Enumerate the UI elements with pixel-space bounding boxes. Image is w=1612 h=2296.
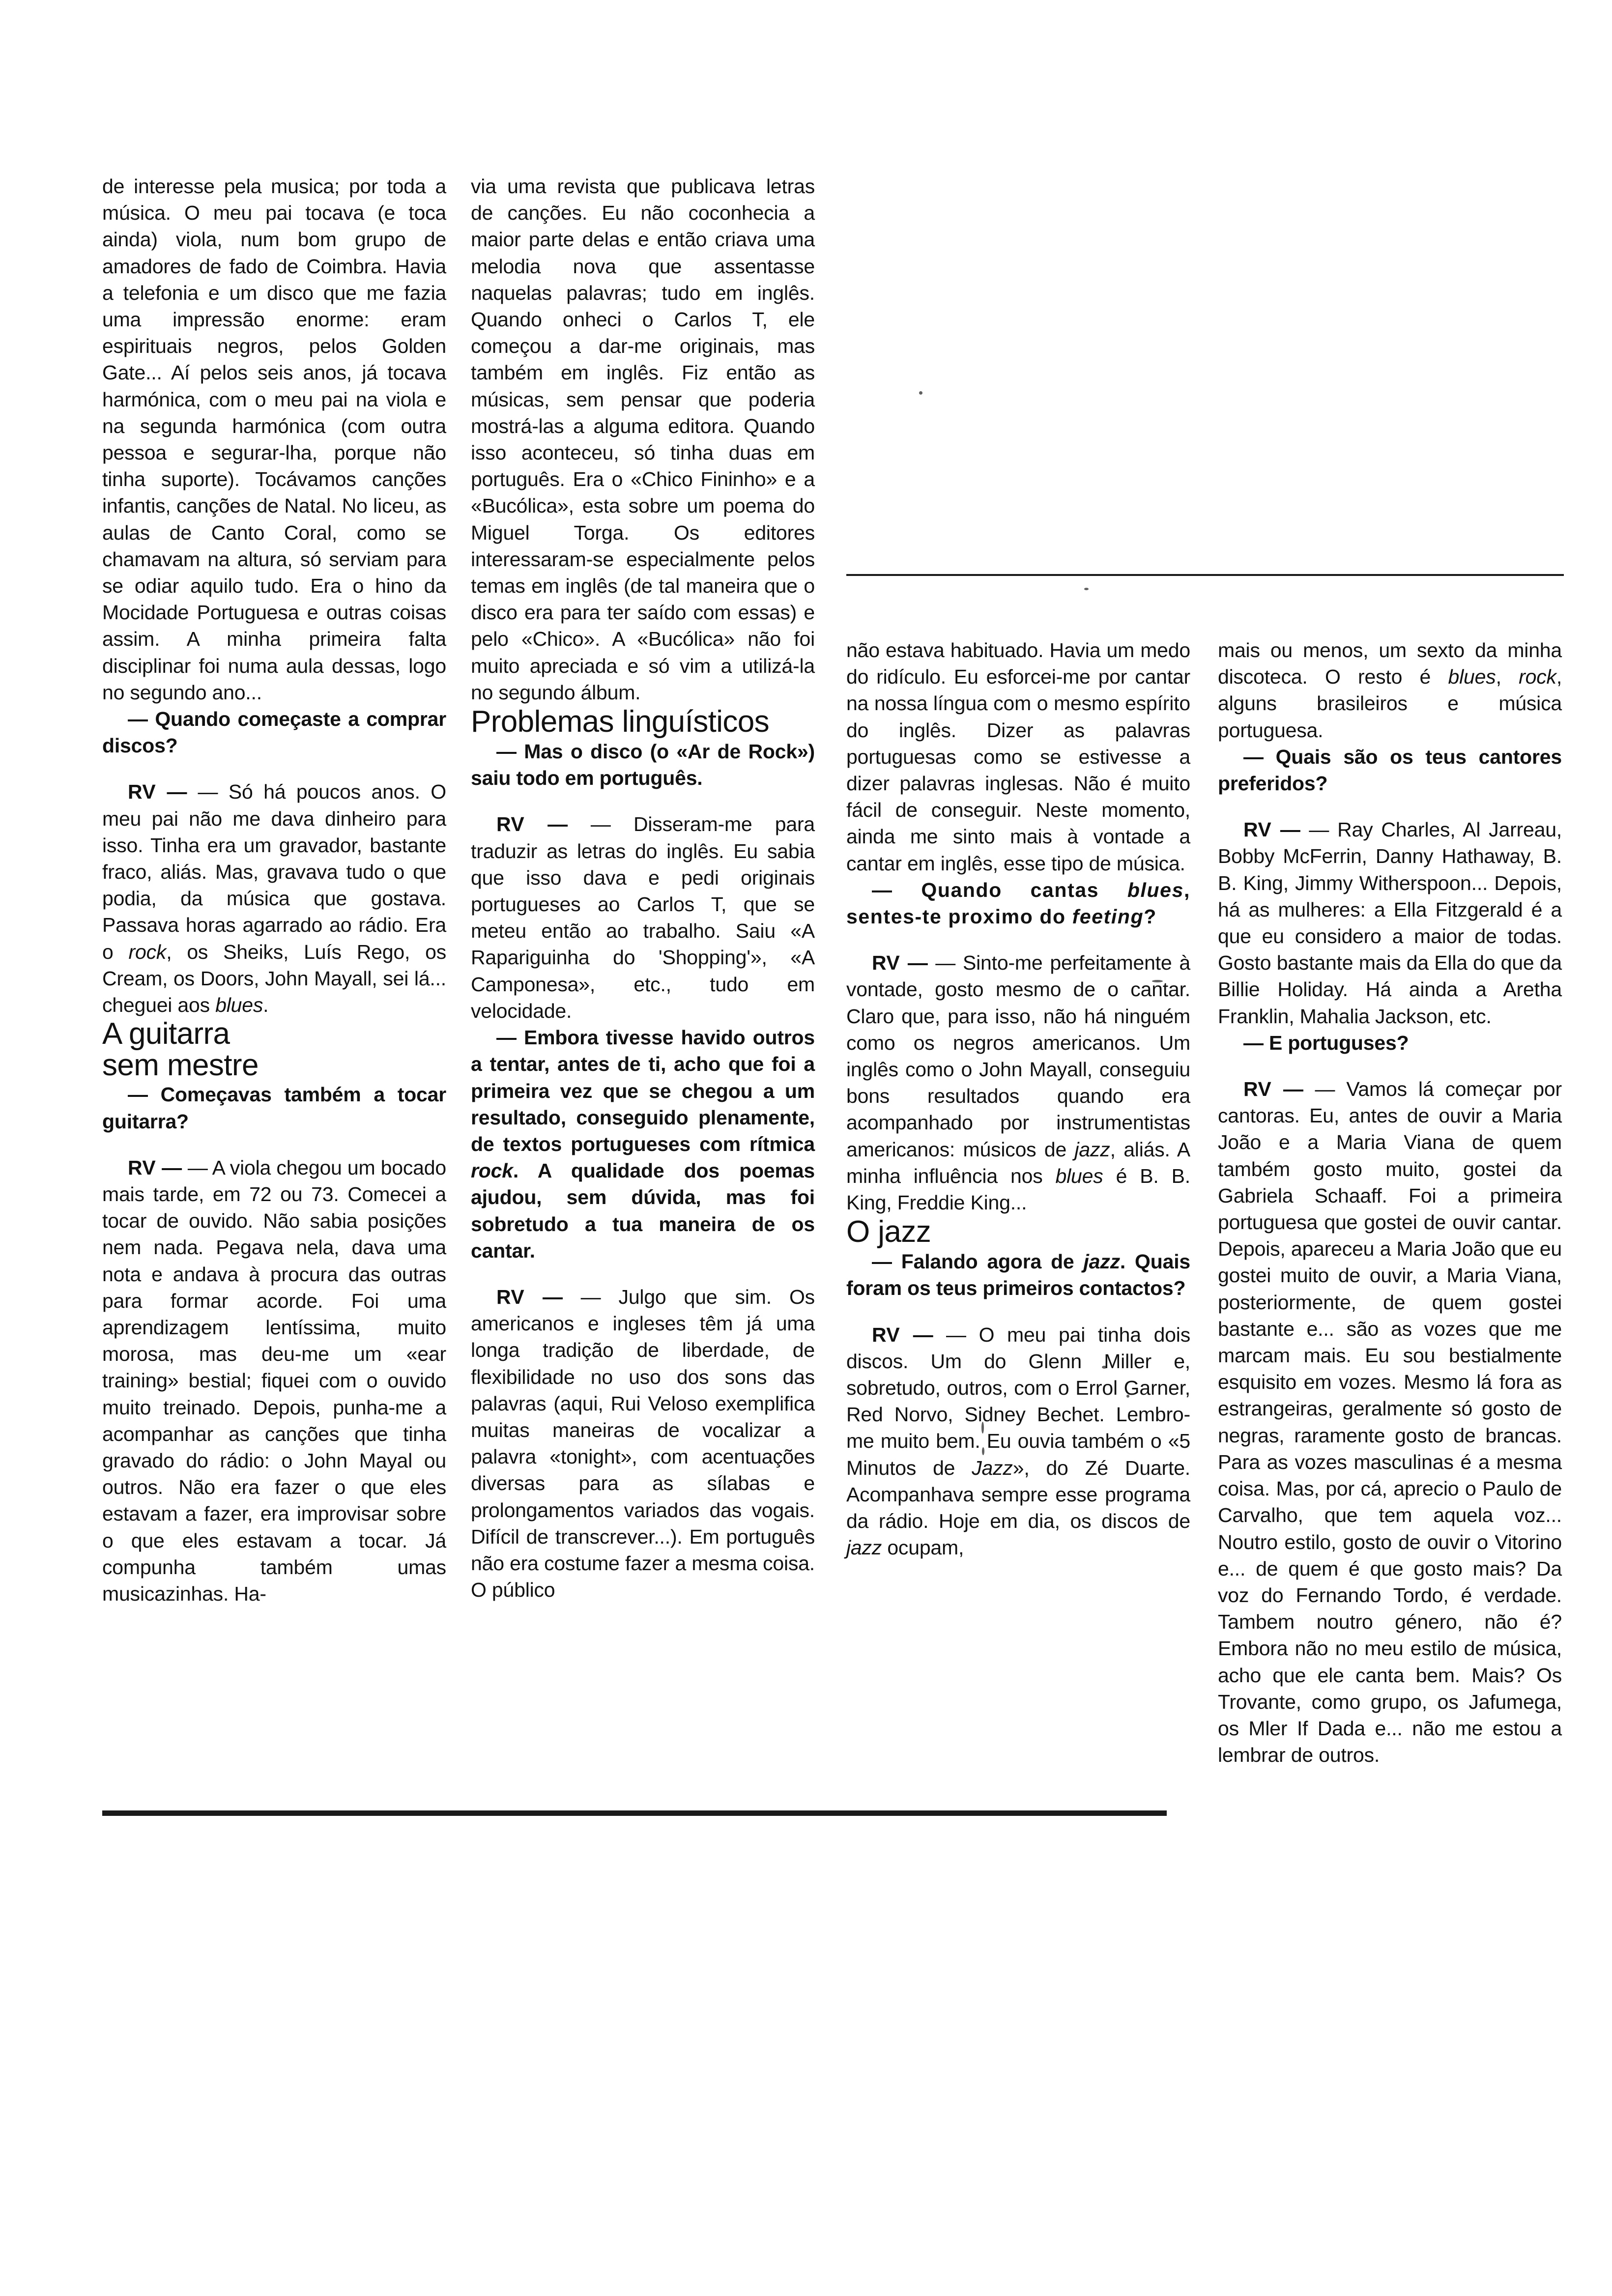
italic-term: feeting (1072, 905, 1144, 928)
italic-term: rock (471, 1159, 513, 1182)
italic-term: rock (128, 940, 167, 963)
answer-text: — Disseram-me para traduzir as letras do inglês. Eu sabia que isso dava e pedi originais portugueses ao Carlos T, que se meteu então ao trabalho. Saiu «A Rapariguinha do 'Shopping'», «A Camponesa», etc., tudo em velocidade. (471, 813, 815, 1022)
interview-answer (846, 1321, 1190, 1561)
text-column-1 (102, 173, 446, 1607)
interview-question: — Quais são os teus cantores preferidos? (1218, 745, 1562, 795)
answer-text: — Só há poucos anos. O meu pai não me dava dinheiro para isso. Tinha era um gravador, bastante fraco, aliás. Mas, gravava tudo o que podia, da música que gostava. Passava horas agarrado ao rádio. Era o rock, os Sheiks, Luís Rego, os Cream, os Doors, John Mayall, sei lá... cheguei aos blues. (102, 780, 447, 1017)
speaker-tag: RV — (872, 951, 928, 975)
heading-text: O jazz (846, 1215, 931, 1249)
interview-answer (102, 778, 446, 1018)
answer-text: — Sinto-me perfeitamente à vontade, gosto mesmo de o cantar. Claro que, para isso, não há ninguém como os negros americanos. Um inglês como o John Mayall, conseguiu bons resultados quando era acompanhado por instrumentistas americanos: músicos de jazz, aliás. A minha influência nos blues é B. B. King, Freddie King... (846, 951, 1191, 1214)
speaker-tag: RV — (128, 780, 187, 804)
italic-term: Jazz (972, 1456, 1013, 1479)
paragraph-body: mais ou menos, um sexto da minha discoteca. O resto é blues, rock, alguns brasileiros e música portuguesa. (1218, 639, 1562, 742)
italic-term: blues (1055, 1164, 1103, 1187)
section-heading-problemas-linguisticos: Problemas linguísticos (471, 705, 770, 739)
speaker-tag: RV — (1243, 1078, 1304, 1101)
scan-speck (1084, 588, 1089, 590)
speaker-tag: RV — (496, 1285, 563, 1308)
paragraph-body: de interesse pela musica; por toda a música. O meu pai tocava (e toca ainda) viola, num bom grupo de amadores de fado de Coimbra. Havia a telefonia e um disco que me fazia uma impressão enorme: eram espirituais negros, pelos Golden Gate... Aí pelos seis anos, já tocava harmónica, com o meu pai na viola e na segunda harmónica (com outra pessoa e segurar-lha, porque não tinha suporte). Tocávamos canções infantis, canções de Natal. No liceu, as aulas de Canto Coral, como se chamavam na altura, só serviam para se odiar aquilo tudo. Era o hino da Mocidade Portuguesa e outras coisas assim. A minha primeira falta disciplinar foi numa aula dessas, logo no segundo ano... (102, 175, 446, 704)
answer-text: — Ray Charles, Al Jarreau, Bobby McFerrin, Danny Hathaway, B. B. King, Jimmy Witherspoon... Depois, há as mulheres: a Ella Fitzgerald é a que eu considero a maior de todas. Gosto bastante mais da Ella do que da Billie Holiday. Há ainda a Aretha Franklin, Mahalia Jackson, etc. (1218, 818, 1562, 1028)
interview-question: — Começavas também a tocar guitarra? (102, 1083, 446, 1133)
scan-speck (919, 391, 922, 395)
speaker-tag: RV — (128, 1156, 182, 1179)
answer-text: — Julgo que sim. Os americanos e ingleses têm já uma longa tradição de liberdade, de flexibilidade no uso dos sons das palavras (aqui, Rui Veloso exemplifica muitas maneiras de vocalizar a palavra «tonight», com acentuações diversas para as sílabas e prolongamentos variados das vogais. Difícil de transcrever...). Em português não era costume fazer a mesma coisa. O público (471, 1285, 815, 1602)
interview-answer (102, 1154, 446, 1607)
answer-text: — O meu pai tinha dois discos. Um do Glenn Miller e, sobretudo, outros, com o Errol Garner, Red Norvo, Sidney Bechet. Lembro-me muito bem. Eu ouvia também o «5 Minutos de Jazz», do Zé Duarte. Acompanhava sempre esse programa da rádio. Hoje em dia, os discos de jazz ocupam, (846, 1323, 1190, 1559)
italic-term: blues (215, 994, 263, 1017)
section-heading-o-jazz (846, 1216, 1190, 1248)
text-column-4 (1218, 637, 1562, 1768)
interview-question: — Mas o disco (o «Ar de Rock») saiu todo em português. (471, 740, 815, 790)
answer-text: — A viola chegou um bocado mais tarde, em 72 ou 73. Comecei a tocar de ouvido. Não sabia posições nem nada. Pegava nela, dava uma nota e andava à procura das outras para formar acorde. Foi uma aprendizagem lentíssima, muito morosa, mas deu-me um «ear training» bestial; fiquei com o ouvido muito treinado. Depois, punha-me a acompanhar as canções que tinha gravado do rádio: o John Mayal ou outros. Não era fazer o que eles estavam a fazer, era improvisar sobre o que eles estavam a tocar. Já compunha também umas musicazinhas. Ha- (102, 1156, 446, 1605)
italic-term: jazz (846, 1536, 882, 1559)
italic-term: jazz (1074, 1138, 1110, 1161)
italic-term: blues (1127, 878, 1184, 901)
text-column-3 (846, 637, 1190, 1561)
speaker-tag: RV — (1243, 818, 1301, 841)
heading-line-1: A guitarra (102, 1017, 230, 1051)
interview-question: — E portuguses? (1243, 1031, 1409, 1054)
italic-term: jazz (1083, 1250, 1120, 1273)
interview-answer (471, 811, 815, 1024)
column-divider-rule-top (846, 574, 1564, 576)
text-column-2 (471, 173, 815, 1603)
speaker-tag: RV — (872, 1323, 934, 1346)
answer-text: — Vamos lá começar por cantoras. Eu, antes de ouvir a Maria João e a Maria Viana de quem também gosto muito, gostei da Gabriela Schaaff. Foi a primeira portuguesa que gostei de ouvir cantar. Depois, apareceu a Maria João que eu gostei muito de ouvir, a Maria Viana, posteriormente, de quem gostei bastante e... são as vozes que me marcam mais. Eu sou bestialmente esquisito em vozes. Mesmo lá fora as estrangeiras, geralmente só gosto de negras, raramente gosto de brancas. Para as vozes masculinas é a mesma coisa. Mas, por cá, aprecio o Paulo de Carvalho, que tem aquela voz... Noutro estilo, gosto de ouvir o Vitorino e... de quem é que gosto mais? Da voz do Fernando Tordo, é verdade. Tambem noutro género, não é? Embora não no meu estilo de música, acho que ele canta bem. Mais? Os Trovante, como grupo, os Jafumega, os Mler If Dada e... não me estou a lembrar de outros. (1218, 1078, 1562, 1767)
interview-question: — Embora tivesse havido outros a tentar, antes de ti, acho que foi a primeira vez que se chegou a um resultado, conseguido plenamente, de textos portugueses com rítmica rock. A qualidade dos poemas ajudou, sem dúvida, mas foi sobretudo a tua maneira de os cantar. (471, 1026, 815, 1262)
interview-question: — Quando começaste a comprar discos? (102, 708, 446, 757)
interview-question: — Quando cantas blues, sentes-te proximo do feeting? (846, 878, 1190, 928)
speaker-tag: RV — (496, 813, 568, 836)
interview-answer (471, 1284, 815, 1603)
section-heading-a-guitarra-sem-mestre (102, 1018, 446, 1081)
interview-answer (1218, 1076, 1562, 1768)
paragraph-body: via uma revista que publicava letras de canções. Eu não coconhecia a maior parte delas e então criava uma melodia nova que assentasse naquelas palavras; tudo em inglês. Quando onheci o Carlos T, ele começou a dar-me originais, mas também em inglês. Fiz então as músicas, sem pensar que poderia mostrá-las a alguma editora. Quando isso aconteceu, só tinha duas em português. Era o «Chico Fininho» e a «Bucólica», esta sobre um poema do Miguel Torga. Os editores interessaram-se especialmente pelos temas em inglês (de tal maneira que o disco era para ter saído com essas) e pelo «Chico». A «Bucólica» não foi muito apreciada e só vim a utilizá-la no segundo álbum. (471, 175, 815, 704)
heading-line-2: sem mestre (102, 1048, 259, 1083)
italic-term: rock (1519, 665, 1556, 689)
interview-question: — Falando agora de jazz. Quais foram os teus primeiros contactos? (846, 1250, 1190, 1300)
interview-answer (1218, 816, 1562, 1030)
page-footer-rule (102, 1810, 1167, 1816)
paragraph-body: não estava habituado. Havia um medo do ridículo. Eu esforcei-me por cantar na nossa língua com o mesmo espírito do inglês. Dizer as palavras portuguesas como se estivesse a dizer palavras inglesas. Não é muito fácil de conseguir. Neste momento, ainda me sinto mais à vontade a cantar em inglês, esse tipo de música. (846, 639, 1190, 875)
italic-term: blues (1448, 665, 1496, 689)
interview-answer (846, 949, 1190, 1216)
